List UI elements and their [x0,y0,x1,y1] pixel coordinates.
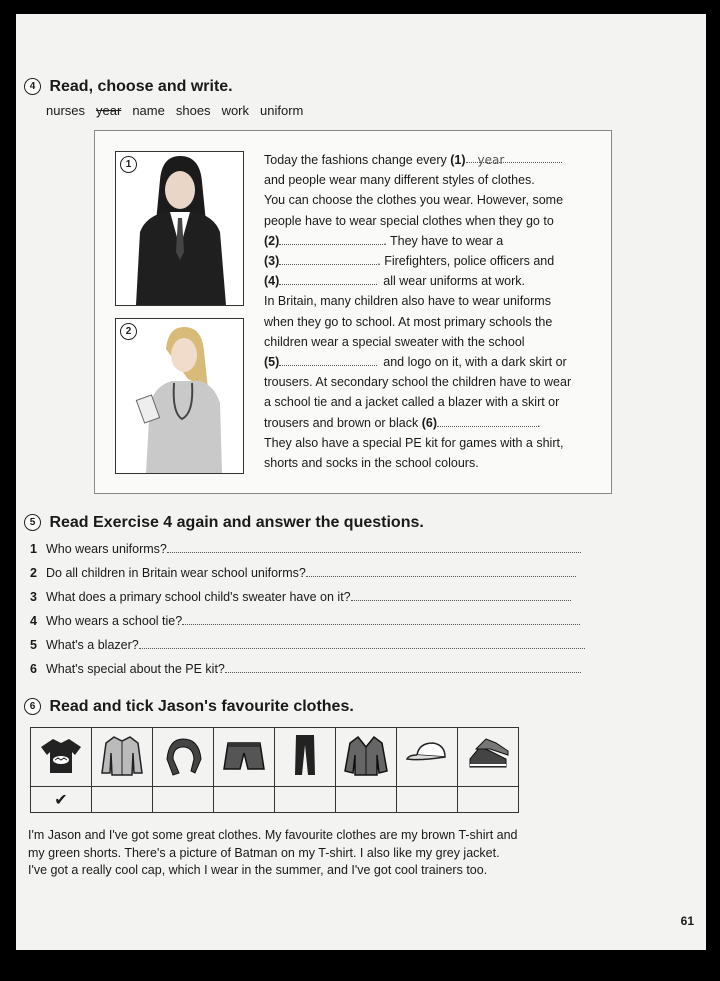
text-line: when they go to school. At most primary schools the [264,314,553,329]
tick-box[interactable] [31,787,92,813]
clothes-cell [214,728,275,787]
answer-line[interactable] [167,541,581,553]
gap-number: (3) [264,254,280,269]
shorts-icon [222,733,266,777]
text-line: children wear a special sweater with the school [264,334,525,349]
word-bank-item: year [96,103,122,118]
word-bank-item: work [221,103,250,118]
text-line: (4) all wear uniforms at work. [264,274,525,289]
schoolgirl-illustration [116,152,243,305]
exercise6-heading [24,698,354,716]
word-bank-item: name [132,103,165,118]
word-bank-item: uniform [260,103,304,118]
t-shirt-icon [39,733,83,777]
answer-line[interactable] [351,589,571,601]
exercise-title: Read Exercise 4 again and answer the questions. [49,514,424,531]
text-line: shorts and socks in the school colours. [264,456,479,471]
text-line: You can choose the clothes you wear. However, some [264,193,564,208]
question-row: 5 What's a blazer? [30,637,585,652]
text-line: (3) . Firefighters, police officers and [264,254,555,269]
clothes-cell [458,728,519,787]
question-row: 1 Who wears uniforms? [30,541,581,556]
answer-line[interactable] [139,637,585,649]
exercise4-heading [24,78,233,96]
gap-answer-field[interactable] [279,232,383,245]
gap-answer-field[interactable] [279,272,377,285]
text-line: In Britain, many children also have to wear uniforms [264,294,551,309]
clothes-cell [336,728,397,787]
tick-box[interactable] [92,787,153,813]
trousers-icon [283,733,327,777]
jason-paragraph [28,827,588,880]
exercise5-heading [24,514,424,532]
reading-text [264,150,604,473]
word-bank-item: shoes [175,103,211,118]
gap-number: (5) [264,355,280,370]
exercise-number-badge: 6 [24,698,41,715]
gap-answer-field[interactable] [279,252,377,265]
trainers-icon [466,733,510,777]
cap-icon [405,733,449,777]
tick-mark: ✔ [54,791,68,809]
text-line: and people wear many different styles of clothes. [264,173,535,188]
gap-number: (6) [421,415,438,430]
answer-line[interactable] [225,661,581,673]
paragraph-line: I've got a really cool cap, which I wear in the summer, and I've got cool trainers too. [28,863,488,877]
exercise-title: Read and tick Jason's favourite clothes. [49,698,354,715]
exercise-number-badge: 5 [24,514,41,531]
tick-box[interactable] [214,787,275,813]
gap-number: (1) [450,153,466,167]
tick-box[interactable] [336,787,397,813]
clothes-pictures-row [31,728,519,787]
clothes-cell [153,728,214,787]
shirt-icon [100,733,144,777]
gap-number: (2) [264,233,280,248]
gap-answer-field[interactable] [279,353,377,366]
page-number: 61 [680,914,694,928]
text-line: They also have a special PE kit for games with a shirt, [264,435,564,450]
scarf-icon [161,733,205,777]
tick-box[interactable] [275,787,336,813]
workbook-page [16,14,706,950]
text-line: (5) and logo on it, with a dark skirt or [264,355,567,370]
gap-answer-field[interactable] [437,414,537,427]
text-line: Today the fashions change every (1) year [264,150,604,170]
tick-box[interactable] [397,787,458,813]
word-bank [46,102,314,120]
tick-row [31,787,519,813]
answer-line[interactable] [182,613,580,625]
text-line: (2) . They have to wear a [264,233,504,248]
paragraph-line: I'm Jason and I've got some great clothes. My favourite clothes are my brown T-shirt and [28,828,518,842]
text-line: trousers and brown or black (6) . [264,415,541,430]
clothes-tick-table [30,727,519,813]
tick-box[interactable] [153,787,214,813]
clothes-cell [397,728,458,787]
photo-nurse [115,318,244,474]
text-line: a school tie and a jacket called a blazer with a skirt or [264,395,560,410]
gap-answer-field[interactable] [466,150,562,167]
photo-schoolgirl [115,151,244,306]
exercise-number-badge: 4 [24,78,41,95]
answer-line[interactable] [306,565,576,577]
clothes-cell [31,728,92,787]
word-bank-item: nurses [46,103,86,118]
nurse-illustration [116,319,243,473]
photo-number-badge: 1 [120,156,137,173]
question-row: 4 Who wears a school tie? [30,613,580,628]
clothes-cell [92,728,153,787]
clothes-cell [275,728,336,787]
paragraph-line: my green shorts. There's a picture of Batman on my T-shirt. I also like my grey jacket. [28,845,500,860]
handwritten-answer: year [477,153,505,167]
gap-number: (4) [264,274,280,289]
tick-box[interactable] [458,787,519,813]
photo-number-badge: 2 [120,323,137,340]
text-line: people have to wear special clothes when they go to [264,213,554,228]
text-line: trousers. At secondary school the children have to wear [264,375,572,390]
jacket-icon [344,733,388,777]
question-row: 6 What's special about the PE kit? [30,661,581,676]
question-row: 3 What does a primary school child's sweater have on it? [30,589,571,604]
question-row: 2 Do all children in Britain wear school uniforms? [30,565,576,580]
exercise-title: Read, choose and write. [49,78,233,95]
